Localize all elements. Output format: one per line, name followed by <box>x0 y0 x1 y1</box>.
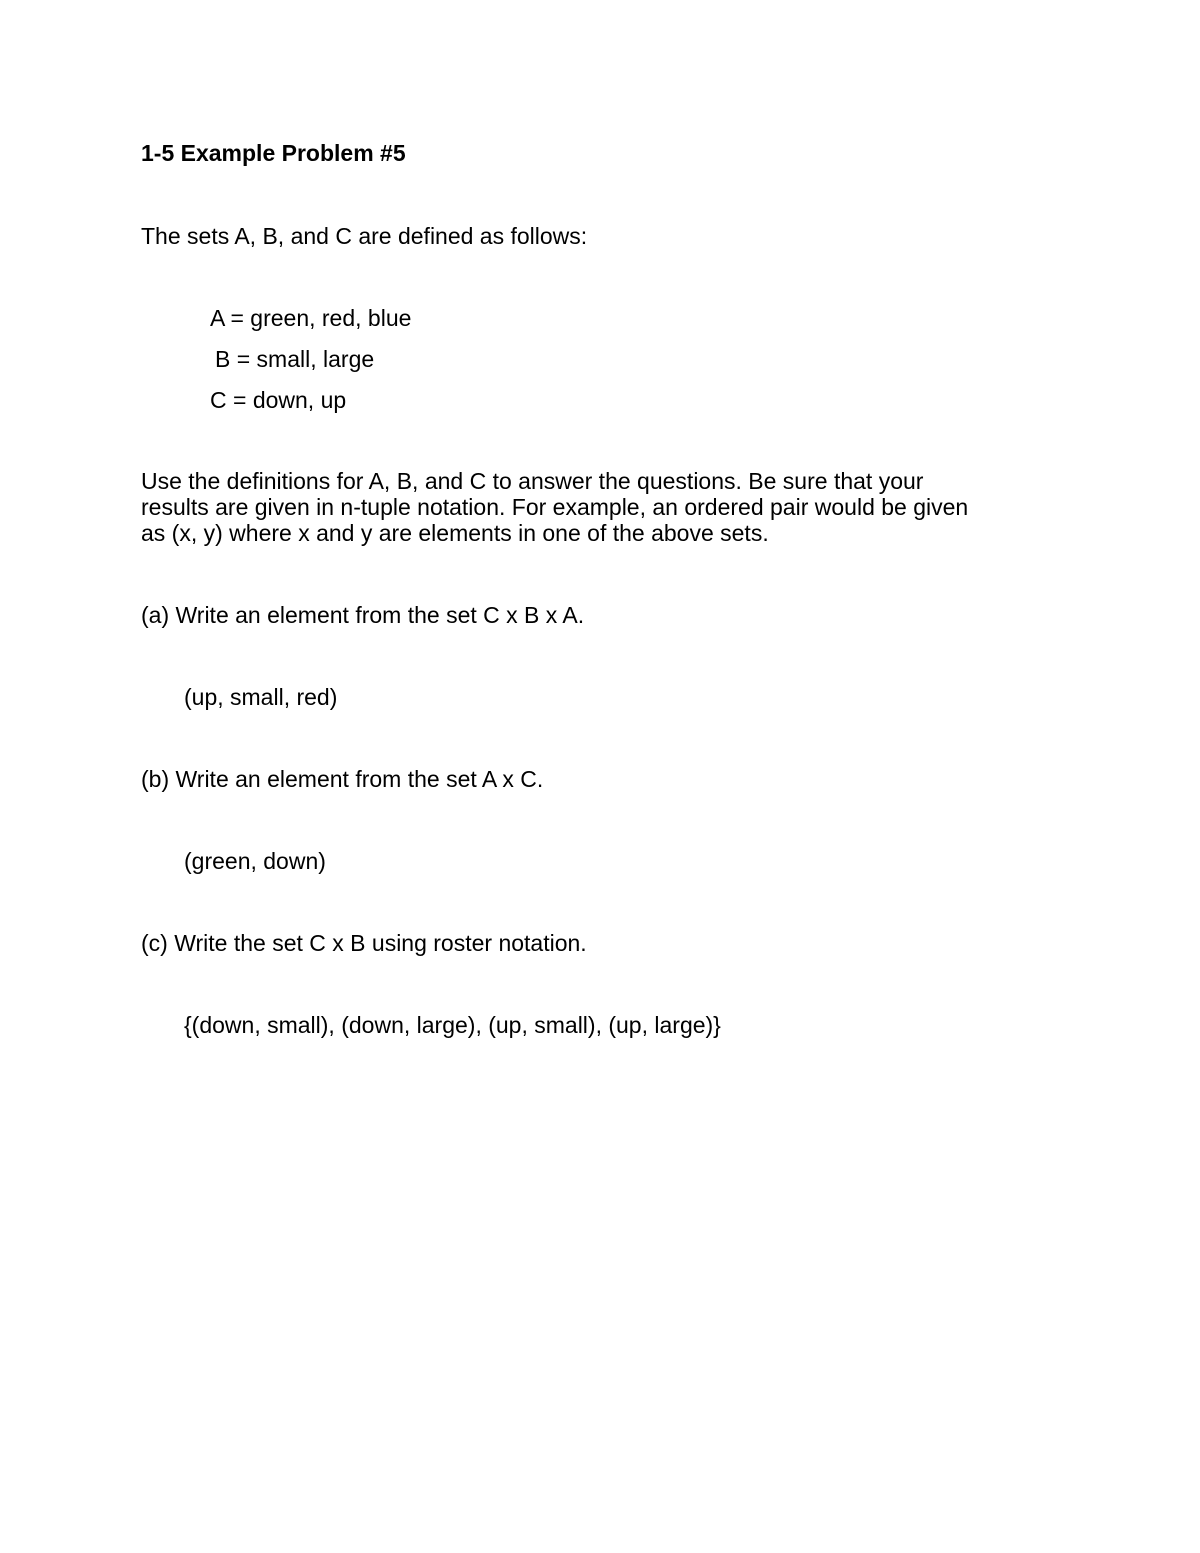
page-title: 1-5 Example Problem #5 <box>141 140 406 166</box>
answer-a: (up, small, red) <box>184 684 338 710</box>
definition-b: B = small, large <box>215 346 375 372</box>
instructions-line: results are given in n-tuple notation. For example, an ordered pair would be given <box>141 494 969 520</box>
definition-c: C = down, up <box>210 387 347 413</box>
question-c: (c) Write the set C x B using roster notation. <box>141 930 587 956</box>
answer-b: (green, down) <box>184 848 326 874</box>
instructions-line: Use the definitions for A, B, and C to answer the questions. Be sure that your <box>141 468 924 494</box>
answer-c: {(down, small), (down, large), (up, small), (up, large)} <box>184 1012 721 1038</box>
question-b: (b) Write an element from the set A x C. <box>141 766 544 792</box>
definition-a: A = green, red, blue <box>210 305 412 331</box>
intro-text: The sets A, B, and C are defined as follows: <box>141 223 588 249</box>
instructions-line: as (x, y) where x and y are elements in one of the above sets. <box>141 520 769 546</box>
question-a: (a) Write an element from the set C x B x A. <box>141 602 585 628</box>
instructions-paragraph <box>141 468 1061 546</box>
